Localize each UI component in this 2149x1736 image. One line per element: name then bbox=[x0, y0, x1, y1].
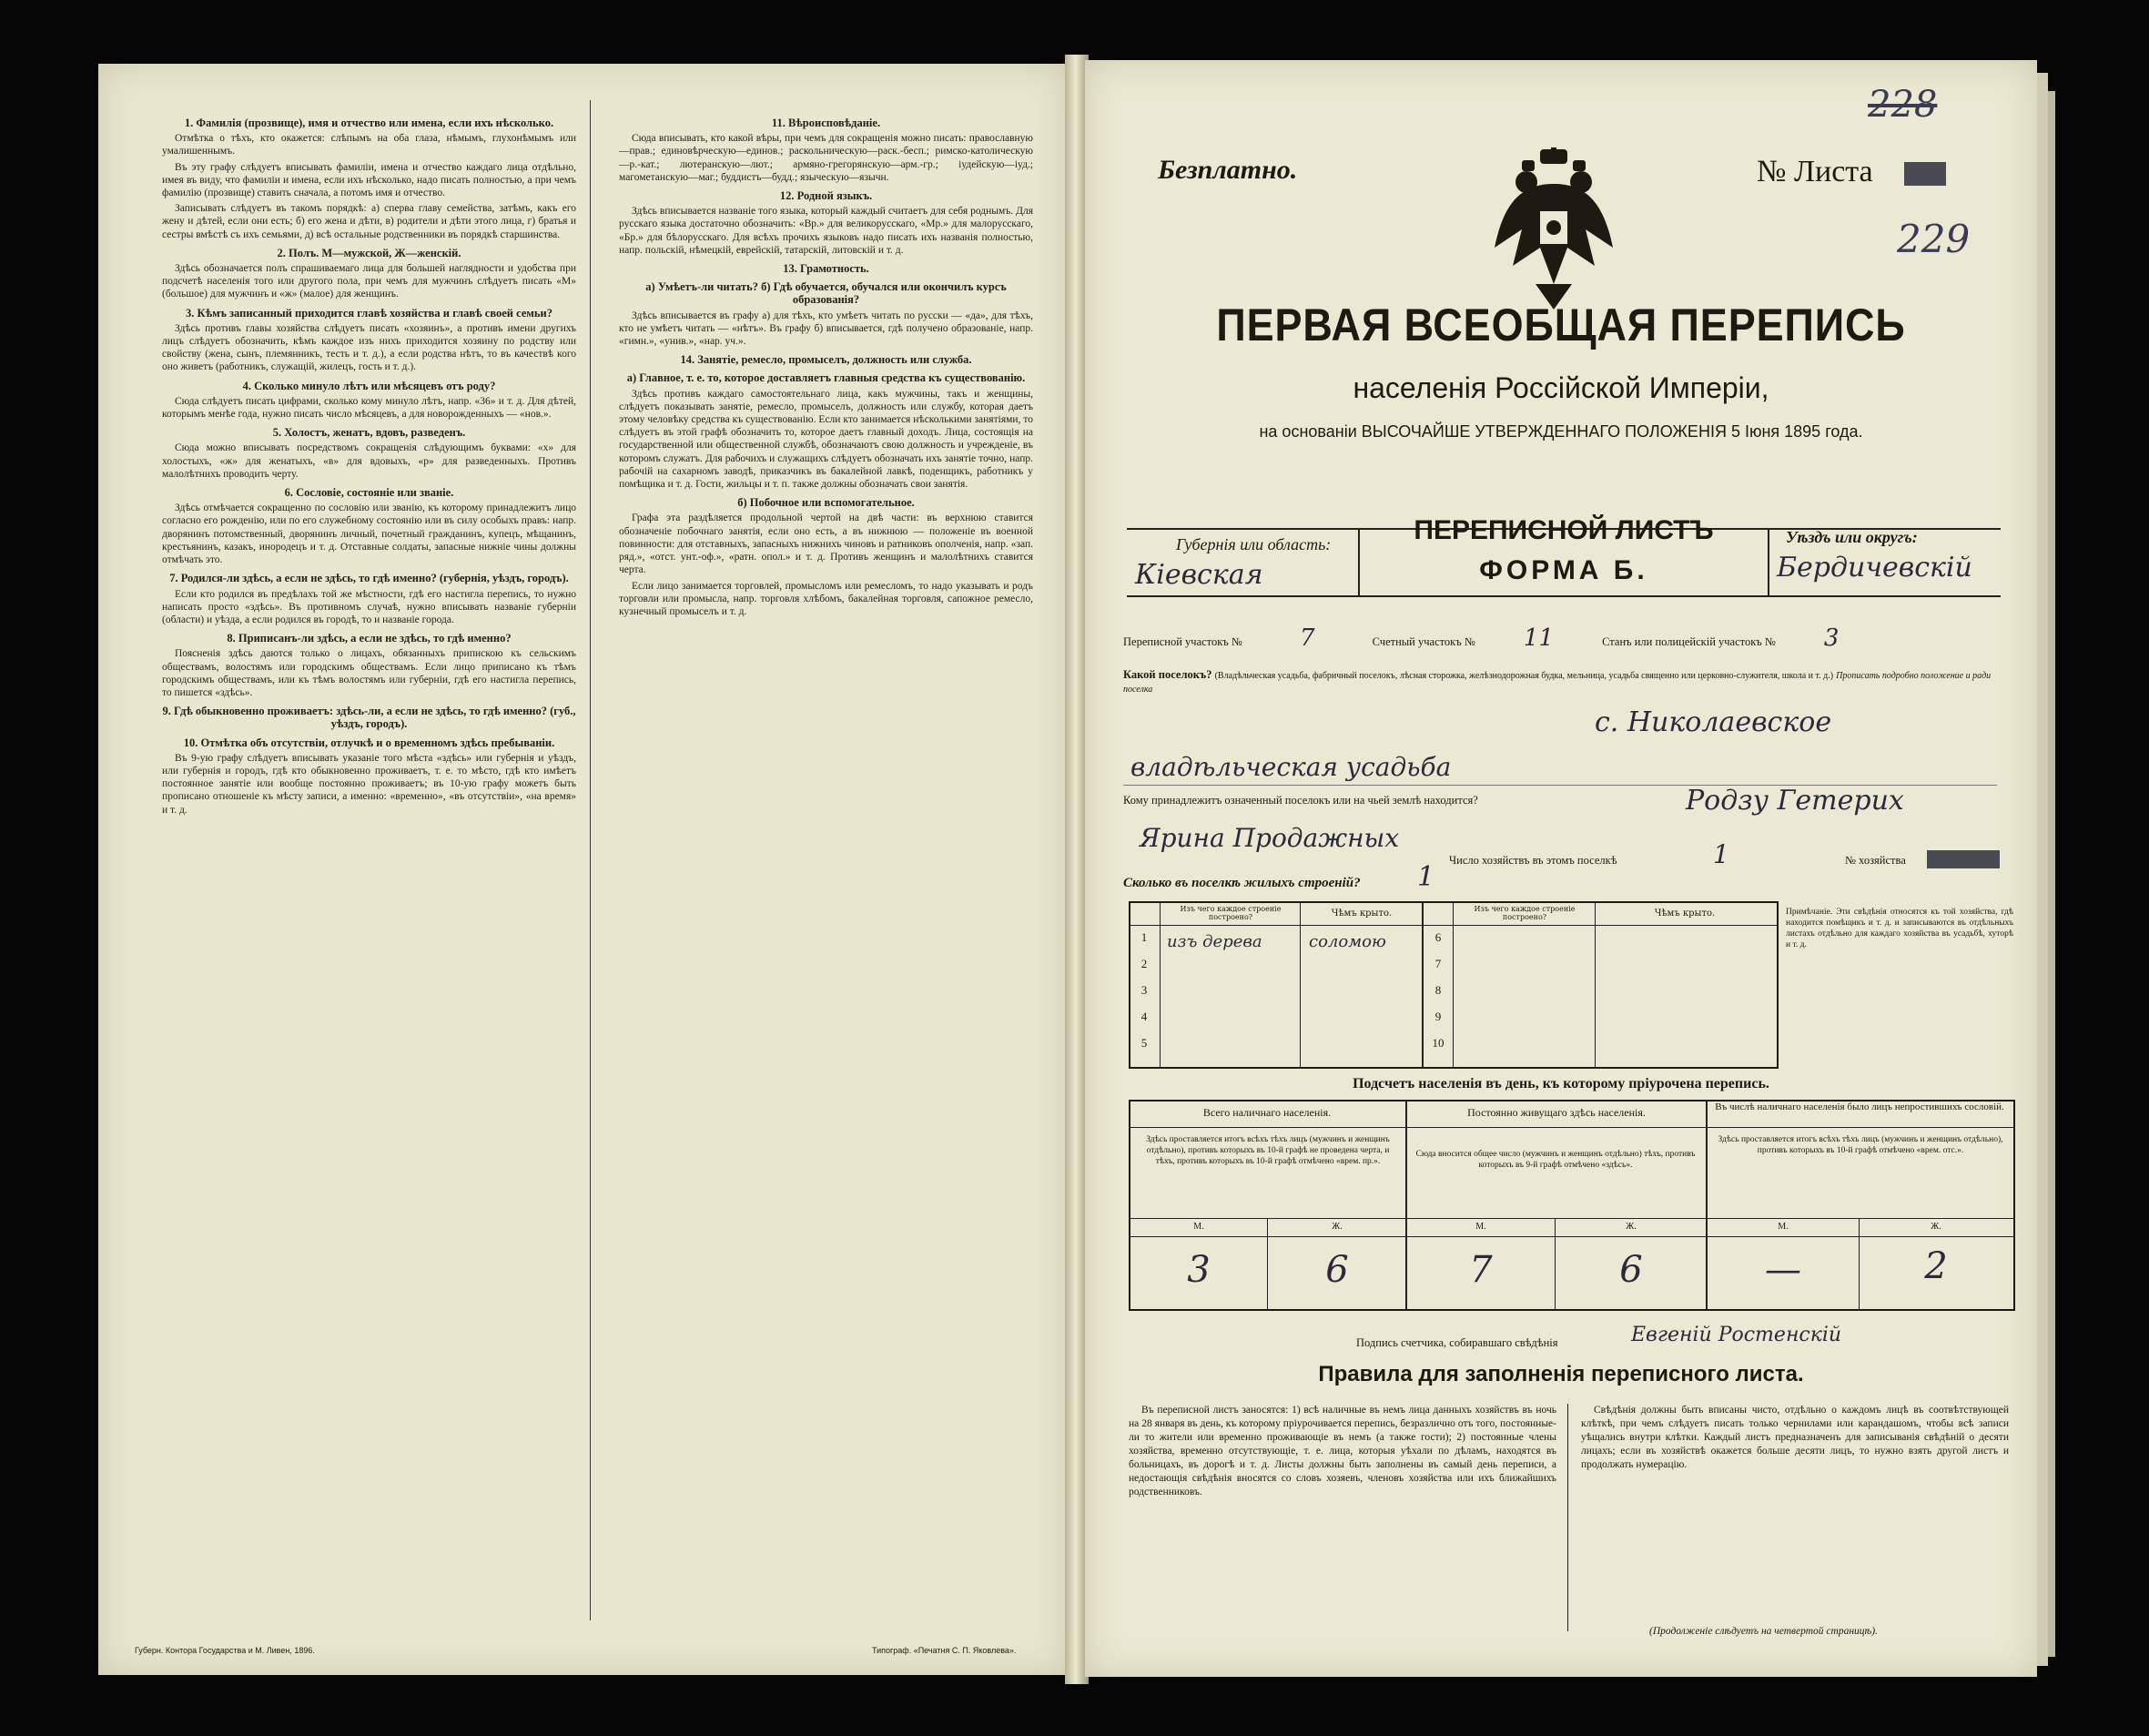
owner-value-1[interactable]: Родзу Гетерих bbox=[1686, 785, 1904, 817]
instructions-column-2 bbox=[619, 111, 1033, 621]
count-group-resident: Постоянно живущаго здѣсь населенія. bbox=[1467, 1106, 1646, 1119]
count-m-2: М. bbox=[1475, 1222, 1486, 1232]
section-heading: 11. Вѣроисповѣданіе. bbox=[771, 117, 881, 129]
building-row-number: 8 bbox=[1434, 983, 1442, 997]
buildings-col-roof-2: Чѣмъ крыто. bbox=[1654, 909, 1716, 919]
section-paragraph: Здѣсь противъ главы хозяйства слѣдуетъ писать «хозяинъ», а противъ имени другихъ лицъ слѣдуетъ обозначить, кѣмъ каждое изъ нихъ приходится хозяину по родству или свойству (жена, сынъ, племянникъ, тесть и т. д.), а если родства нѣтъ, то въ качествѣ кого оно живетъ (работникъ, служащій, жилецъ, гость и т. д.). bbox=[162, 322, 576, 373]
rule bbox=[1453, 901, 1454, 1067]
rules-title: Правила для заполненія переписного листа. bbox=[1318, 1362, 1804, 1386]
household-no-label: № хозяйства bbox=[1845, 854, 1906, 867]
count-title: Подсчетъ населенія въ день, къ которому пріурочена перепись. bbox=[1353, 1076, 1769, 1091]
settlement-value-1[interactable]: с. Николаевское bbox=[1595, 706, 1832, 738]
households-label: Число хозяйствъ въ этомъ поселкѣ bbox=[1449, 854, 1617, 867]
province-value[interactable]: Кіевская bbox=[1135, 559, 1263, 591]
section-paragraph: Здѣсь обозначается полъ спрашиваемаго лица для большей наглядности и удобства при подсчетѣ населенія того или другого пола, при чемъ для мужчинъ слѣдуетъ писать «М» (большое) для мужчинъ и «ж» (малое) для женщинъ. bbox=[162, 263, 576, 300]
section-paragraph: Сюда слѣдуетъ писать цифрами, сколько кому минуло лѣтъ, напр. «36» и т. д. Для дѣтей, которымъ менѣе года, нужно писать число мѣсяцевъ, а для новорожденныхъ — «нов.». bbox=[162, 395, 576, 421]
household-no-stamp bbox=[1927, 850, 2000, 868]
section-heading: 9. Гдѣ обыкновенно проживаетъ: здѣсь-ли, а если не здѣсь, то гдѣ именно? (губ., уѣздъ, городъ). bbox=[162, 705, 576, 731]
settlement-label: Какой поселокъ? bbox=[1123, 668, 1212, 681]
count-nontax-m[interactable]: — bbox=[1765, 1249, 1801, 1291]
count-nontax-f[interactable]: 2 bbox=[1924, 1245, 1948, 1287]
form-title: ПЕРЕПИСНОЙ ЛИСТЪ bbox=[1414, 515, 1714, 545]
section-paragraph: Здѣсь отмѣчается сокращенно по сословію или званію, къ которому принадлежитъ лицо согласно его рожденію, или по его служебному состоянію или въ силу особыхъ правъ: напр. дворянинъ потомственный, дворянинъ личный, почетный гражданинъ, купецъ, мѣщанинъ, крестьянинъ, казакъ, инородецъ и т. д. Отставные солдаты, запасные нижніе чины должны отмѣчать это. bbox=[162, 503, 576, 566]
section-heading: 5. Холостъ, женатъ, вдовъ, разведенъ. bbox=[272, 426, 466, 440]
count-resident-f[interactable]: 6 bbox=[1619, 1249, 1643, 1291]
rule bbox=[1127, 595, 2001, 597]
section-paragraph: Отмѣтка о тѣхъ, кто окажется: слѣпымъ на оба глаза, нѣмымъ, глухонѣмымъ или умалишеннымъ. bbox=[162, 133, 576, 157]
rule bbox=[1859, 1218, 1860, 1309]
settlement-value-2[interactable]: владѣльческая усадьба bbox=[1130, 752, 1452, 782]
census-precinct-label: Переписной участокъ № bbox=[1123, 635, 1242, 648]
buildings-col-material-2: Изъ чего каждое строеніе построено? bbox=[1474, 905, 1576, 921]
free-label: Безплатно. bbox=[1158, 155, 1298, 185]
sheet-no-label: № Листа bbox=[1757, 155, 1873, 188]
section-paragraph: Здѣсь вписывается названіе того языка, который каждый считаетъ для себя роднымъ. Для русскаго языка достаточно обозначить: «Вр.» для великорусскаго, «Мр.» для малорусскаго, «Бр.» для бѣлорусскаго. Для всѣхъ прочихъ языковъ надо писать ихъ названія полностью, напр. польскій, нѣмецкій, еврейскій, татарскій, литовскій и т. д. bbox=[619, 206, 1033, 256]
buildings-label: Сколько въ поселкѣ жилыхъ строеній? bbox=[1123, 876, 1361, 890]
count-f-2: Ж. bbox=[1626, 1222, 1637, 1232]
rule bbox=[1267, 1218, 1268, 1309]
district-value[interactable]: Бердичевскій bbox=[1777, 552, 1972, 584]
double-headed-eagle-emblem bbox=[1485, 147, 1622, 311]
police-precinct-label: Станъ или полицейскій участокъ № bbox=[1602, 635, 1776, 648]
section-heading: 12. Родной языкъ. bbox=[779, 189, 873, 203]
building-row-number: 9 bbox=[1434, 1010, 1442, 1023]
sheet-no-stamp bbox=[1904, 162, 1946, 186]
buildings-value[interactable]: 1 bbox=[1417, 861, 1435, 893]
section-paragraph: Если кто родился въ предѣлахъ той же мѣстности, гдѣ его настигла перепись, то нужно написать просто «здѣсь». Въ противномъ случаѣ, нужно вписывать названіе губерніи (области) и уѣзда, а если родился въ городѣ, то и названіе города. bbox=[162, 588, 576, 625]
count-f-3: Ж. bbox=[1931, 1222, 1941, 1232]
building-row-number: 2 bbox=[1140, 957, 1148, 970]
district-label: Уѣздъ или округъ: bbox=[1786, 528, 1918, 546]
section-heading: 3. Кѣмъ записанный приходится главѣ хозяйства и главѣ своей семьи? bbox=[186, 306, 552, 320]
section-paragraph: Въ эту графу слѣдуетъ вписывать фамиліи, имена и отчество каждаго лица отдѣльно, имея въ виду, что фамиліи и имена, если ихъ нѣсколько, надо писать полностью, а при чемъ фамилію (прозвище) ставить сначала, а потомъ имя и отчество. bbox=[162, 161, 576, 199]
count-resident-m[interactable]: 7 bbox=[1469, 1249, 1493, 1291]
left-page bbox=[98, 64, 1067, 1675]
building-row-number: 4 bbox=[1140, 1010, 1148, 1023]
buildings-row1-material[interactable]: изъ дерева bbox=[1167, 932, 1262, 951]
right-page bbox=[1085, 60, 2037, 1677]
column-divider bbox=[590, 100, 591, 1620]
imprint-left: Губерн. Контора Государства и М. Ливен, 1896. bbox=[135, 1646, 315, 1655]
census-precinct-value[interactable]: 7 bbox=[1299, 624, 1315, 652]
buildings-col-material: Изъ чего каждое строеніе построено? bbox=[1180, 905, 1282, 921]
building-row-number: 6 bbox=[1434, 930, 1442, 944]
rule bbox=[1300, 901, 1301, 1067]
section-paragraph: Здѣсь противъ каждаго самостоятельнаго лица, какъ мужчины, такъ и женщины, слѣдуетъ показывать занятіе, ремесло, промыселъ, должность или службу, которая даетъ этому человѣку средства къ существованію. Если кто занимается нѣсколькими занятіями, то слѣдуетъ въ этой графѣ обозначить то, которое даетъ главный доходъ. Лица, состоящія на государственной или общественной службѣ, обозначаютъ свою должность и учрежденіе, въ которомъ служатъ. Для рабочихъ и служащихъ слѣдуетъ обозначать ихъ занятіе точно, напр. рабочій на сахарномъ заводѣ, приказчикъ въ бакалейной лавкѣ, поденщикъ, работникъ у помѣщика и т. д. Гости, жильцы и т. п. также должны обозначать свои занятія. bbox=[619, 388, 1033, 491]
rules-column-1: Въ переписной листъ заносятся: 1) всѣ наличные въ немъ лица данныхъ хозяйствъ въ ночь на 28 января въ день, къ которому пріурочивается перепись, безразлично отъ того, постоянные-ли то жители или временно проживающіе въ немъ (а также гости); 2) постоянные члены хозяйства, временно отсутствующіе, т. е. лица, которыя уѣхали по дѣламъ, находятся въ больницахъ, въ дорогѣ и т. д. Листы должны быть заполнены въ самый день переписи, а недостающія свѣдѣнія вносятся со словъ хозяевъ, членовъ хозяйства или ихъ ближайшихъ родственниковъ. bbox=[1129, 1405, 1556, 1497]
building-row-number: 5 bbox=[1140, 1036, 1148, 1050]
rule bbox=[1768, 528, 1769, 597]
police-precinct-value[interactable]: 3 bbox=[1823, 624, 1840, 652]
section-heading: 6. Сословіе, состояніе или званіе. bbox=[284, 486, 454, 500]
section-heading: 4. Сколько минуло лѣтъ или мѣсяцевъ отъ роду? bbox=[242, 379, 496, 392]
continued-note: (Продолженіе слѣдуетъ на четвертой страницѣ). bbox=[1649, 1626, 1878, 1637]
count-present-m[interactable]: 3 bbox=[1187, 1249, 1211, 1291]
building-row-number: 7 bbox=[1434, 957, 1442, 970]
imprint-right: Типограф. «Печатня С. П. Яковлева». bbox=[872, 1646, 1017, 1655]
rule bbox=[1129, 1218, 2013, 1219]
instructions-column-1 bbox=[162, 111, 576, 819]
count-m-1: М. bbox=[1193, 1222, 1204, 1232]
section-paragraph: Записывать слѣдуетъ въ такомъ порядкѣ: а) сперва главу семейства, затѣмъ, какъ его жену и дѣтей, если они есть; б) его жена и дѣти, в) родители и дѣти этого лица, г) братья и сестры вмѣстѣ съ ихъ семьями, д) всѣ остальные родственники въ порядкѣ старшинства. bbox=[162, 203, 576, 240]
rule bbox=[1567, 1404, 1568, 1631]
subtitle: населенія Россійской Имперіи, bbox=[1353, 371, 1769, 404]
remark: Примѣчаніе. Эти свѣдѣнія относятся къ той хозяйства, гдѣ находится помѣщикъ и т. д. и записываются въ отдѣльныхъ листахъ отдѣльно для каждаго хозяйства въ усадьбѣ, хуторѣ и т. д. bbox=[1786, 908, 2013, 949]
building-row-number: 10 bbox=[1432, 1036, 1444, 1050]
settlement-hint: (Владѣльческая усадьба, фабричный поселокъ, лѣсная сторожка, желѣзнодорожная будка, мельница, усадьба священно или церковно-служителя, школа и т. д.) bbox=[1214, 671, 1834, 681]
rule bbox=[1555, 1218, 1556, 1309]
counting-precinct-label: Счетный участокъ № bbox=[1372, 635, 1475, 648]
section-heading: 8. Приписанъ-ли здѣсь, а если не здѣсь, то гдѣ именно? bbox=[227, 632, 512, 645]
section-heading: 7. Родился-ли здѣсь, а если не здѣсь, то гдѣ именно? (губернія, уѣздъ, городъ). bbox=[169, 572, 569, 585]
buildings-row-numbers-left bbox=[1129, 930, 1160, 1062]
main-title: ПЕРВАЯ ВСЕОБЩАЯ ПЕРЕПИСЬ bbox=[1216, 299, 1906, 350]
building-row-number: 1 bbox=[1140, 930, 1148, 944]
section-heading: 1. Фамилія (прозвище), имя и отчество или имена, если ихъ нѣсколько. bbox=[184, 117, 554, 129]
count-note-present: Здѣсь проставляется итогъ всѣхъ тѣхъ лицъ (мужчинъ и женщинъ отдѣльно), противъ которыхъ въ 10-й графѣ не проведена черта, и тѣхъ, противъ которыхъ въ 10-й графѣ отмѣчено «врем. пр.». bbox=[1146, 1135, 1390, 1166]
section-heading: 14. Занятіе, ремесло, промыселъ, должность или служба. bbox=[680, 353, 972, 367]
buildings-row1-roof[interactable]: соломою bbox=[1309, 932, 1386, 951]
section-paragraph: Въ 9-ую графу слѣдуетъ вписывать указаніе того мѣста «здѣсь» или губернія и уѣздъ, или губернія и городъ, гдѣ кто обыкновенно проживаетъ, т. е. то мѣсто, гдѣ кто имѣетъ постоянное занятіе или вообще постоянно проживаетъ; въ 10-ую графу можетъ быть прописано отношеніе къ мѣсту записи, а именно: «временно», «въ отсутствіи», «на время» и т. д. bbox=[162, 752, 576, 816]
archive-number-crossed: 228 bbox=[1868, 84, 1938, 126]
section-paragraph: Сюда можно вписывать посредствомъ сокращенія слѣдующимъ буквами: «х» для холостыхъ, «ж» для женатыхъ, «в» для вдовыхъ, «р» для разведенныхъ. Противъ малолѣтнихъ проводить черту. bbox=[162, 442, 576, 480]
owner-value-2[interactable]: Ярина Продажных bbox=[1140, 823, 1400, 853]
rule bbox=[1595, 901, 1596, 1067]
building-row-number: 3 bbox=[1140, 983, 1148, 997]
page-edges bbox=[2037, 73, 2048, 1666]
section-heading: 2. Полъ. М—мужской, Ж—женскій. bbox=[277, 246, 461, 259]
count-f-1: Ж. bbox=[1332, 1222, 1343, 1232]
signature-label: Подпись счетчика, собиравшаго свѣдѣнія bbox=[1356, 1336, 1558, 1349]
section-paragraph: Поясненія здѣсь даются только о лицахъ, обязанныхъ припискою къ сельскимъ обществамъ, волостямъ или городскимъ обществамъ. Если лицо приписано къ тѣмъ городскимъ обществамъ, или къ тѣмъ волостямъ или губерніи, гдѣ его настигла перепись, то пишется «здѣсь». bbox=[162, 648, 576, 698]
section-heading: а) Умѣетъ-ли читать? б) Гдѣ обучается, обучался или окончилъ курсъ образованія? bbox=[645, 280, 1007, 307]
count-present-f[interactable]: 6 bbox=[1325, 1249, 1349, 1291]
signature-value[interactable]: Евгеній Ростенскій bbox=[1631, 1324, 1842, 1346]
province-label: Губернія или область: bbox=[1176, 535, 1332, 553]
form-subtitle: ФОРМА Б. bbox=[1479, 555, 1648, 585]
basis-line: на основаніи ВЫСОЧАЙШЕ УТВЕРЖДЕННАГО ПОЛОЖЕНІЯ 5 Іюня 1895 года. bbox=[1259, 422, 1863, 441]
section-heading: б) Побочное или вспомогательное. bbox=[737, 496, 915, 510]
counting-precinct-value[interactable]: 11 bbox=[1523, 624, 1554, 652]
section-heading: а) Главное, т. е. то, которое доставляетъ главныя средства къ существованію. bbox=[626, 371, 1026, 385]
count-note-resident: Сюда вносится общее число (мужчинъ и женщинъ отдѣльно) тѣхъ, противъ которыхъ въ 9-й графѣ отмѣчено «здѣсь». bbox=[1415, 1150, 1696, 1170]
section-paragraph: Если лицо занимается торговлей, промысломъ или ремесломъ, то надо указывать и родъ торговли или промысла, напр. торговля хлѣбомъ, бакалейная торговля, сапожное ремесло, кузнечный промыселъ и т. д. bbox=[619, 580, 1033, 617]
rule bbox=[1129, 1236, 2013, 1237]
archive-number: 229 bbox=[1897, 217, 1971, 261]
count-note-nontax: Здѣсь проставляется итогъ всѣхъ тѣхъ лицъ (мужчинъ и женщинъ отдѣльно), противъ которыхъ въ 10-й графѣ отмѣчено «врем. отс.». bbox=[1718, 1135, 2003, 1155]
rules-column-2: Свѣдѣнія должны быть вписаны чисто, отдѣльно о каждомъ лицѣ въ соотвѣтствующей клѣткѣ, при чемъ слѣдуетъ писать только чернилами или карандашомъ, чтобы всѣ записи уѣщались внутри клѣтки. Каждый листъ предназначенъ для записыванія свѣдѣній о десяти лицахъ; если въ хозяйствѣ окажется больше десяти лицъ, то нужно взять другой листъ и продолжать нумерацію. bbox=[1581, 1405, 2009, 1470]
page-edges-back bbox=[2048, 91, 2055, 1657]
count-m-3: М. bbox=[1778, 1222, 1789, 1232]
section-heading: 10. Отмѣтка объ отсутствіи, отлучкѣ и о временномъ здѣсь пребываніи. bbox=[183, 736, 555, 749]
buildings-col-roof: Чѣмъ крыто. bbox=[1331, 909, 1393, 919]
section-paragraph: Здѣсь вписывается въ графу а) для тѣхъ, кто умѣетъ читать по русски — «да», для тѣхъ, кто не умѣетъ читать — «нѣтъ». Въ графу б) вписывается, гдѣ получено образованіе, напр. «гимн.», «унив.», «нар. уч.». bbox=[619, 310, 1033, 348]
settlement-line bbox=[1123, 668, 2015, 695]
section-paragraph: Графа эта раздѣляется продольной чертой на двѣ части: въ верхнюю ставится обозначеніе побочнаго занятія, если оно есть, а въ нижнюю — положеніе въ военной повинности: для отставныхъ, запасныхъ нижнихъ чиновъ и ратниковъ ополченія, напр. «зап. ряд.», «отст. унт.-оф.», «ратн. опол.» и т. д. Противъ женщинъ и малолѣтнихъ ставится черта. bbox=[619, 513, 1033, 576]
buildings-row-numbers-right bbox=[1424, 930, 1453, 1062]
section-paragraph: Сюда вписывать, кто какой вѣры, при чемъ для сокращенія можно писать: православную—прав.; единовѣрческую—единов.; раскольническую—раск.-бесп.; римско-католическую—р.-кат.; лютеранскую—лют.; армяно-грегорянскую—арм.-гр.; іудейскую—іуд.; магометанскую—маг.; буддистъ—будд.; языческую—язычн. bbox=[619, 133, 1033, 183]
section-heading: 13. Грамотность. bbox=[783, 262, 869, 276]
owner-label: Кому принадлежитъ означенный поселокъ или на чьей землѣ находится? bbox=[1123, 794, 1478, 807]
settlement-hint-2: Прописать подробно положение и ради поселка bbox=[1123, 671, 1992, 695]
rule bbox=[1129, 1127, 2013, 1128]
buildings-table bbox=[1129, 901, 1779, 1069]
count-group-present: Всего наличнаго населенія. bbox=[1202, 1106, 1332, 1119]
rule bbox=[1129, 925, 1777, 926]
households-value[interactable]: 1 bbox=[1713, 839, 1729, 869]
rule bbox=[1160, 901, 1161, 1067]
precinct-line bbox=[1123, 624, 2015, 652]
count-group-nontax: Въ числѣ наличнаго населенія было лицъ непростившихъ сословій. bbox=[1715, 1101, 2004, 1112]
